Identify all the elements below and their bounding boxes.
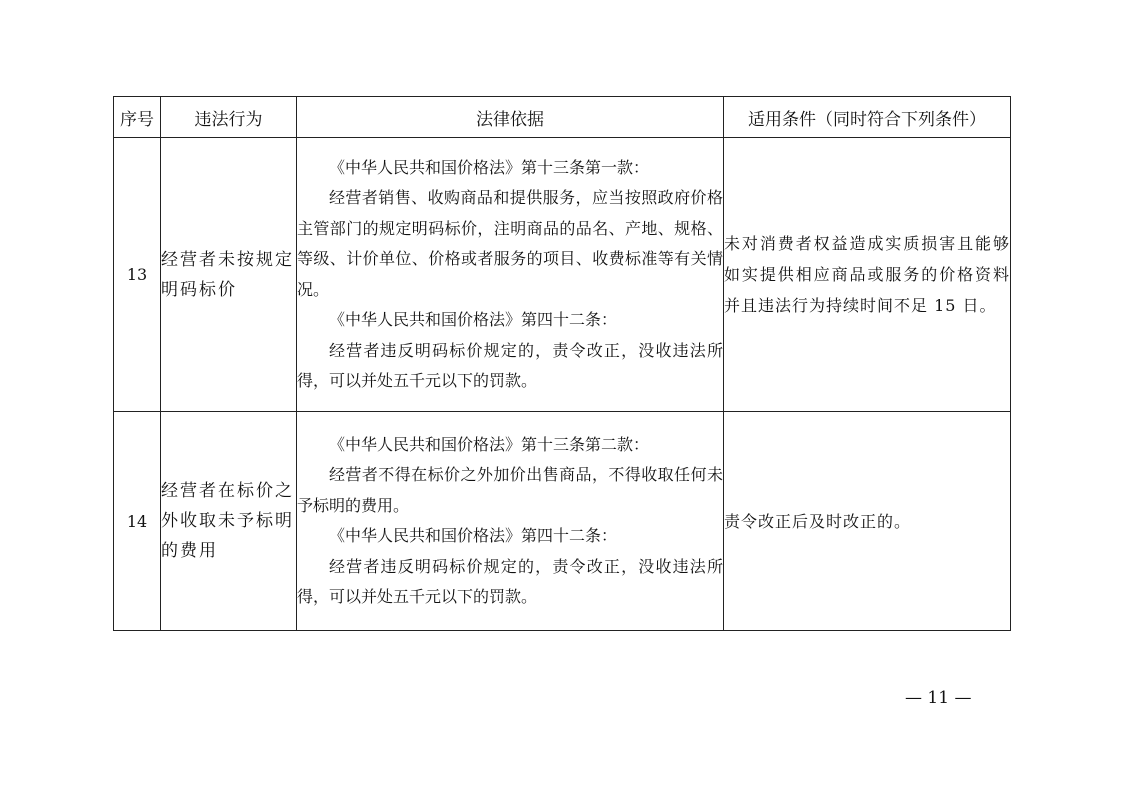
row-number: 14 xyxy=(114,412,161,631)
header-legal-basis: 法律依据 xyxy=(297,97,724,138)
legal-basis-paragraph: 经营者违反明码标价规定的，责令改正，没收违法所得，可以并处五千元以下的罚款。 xyxy=(297,556,723,606)
legal-basis-cell xyxy=(297,412,724,631)
table-row xyxy=(114,138,1011,412)
header-no: 序号 xyxy=(114,97,161,138)
legal-basis-paragraph: 《中华人民共和国价格法》第十三条第一款： xyxy=(329,157,650,177)
table-row xyxy=(114,412,1011,631)
legal-basis-paragraph: 《中华人民共和国价格法》第四十二条： xyxy=(329,310,618,329)
legal-basis-paragraph: 《中华人民共和国价格法》第十三条第二款： xyxy=(329,434,650,454)
legal-basis-paragraph: 经营者不得在标价之外加价出售商品，不得收取任何未予标明的费用。 xyxy=(297,465,723,515)
legal-basis-paragraph: 经营者违反明码标价规定的，责令改正，没收违法所得，可以并处五千元以下的罚款。 xyxy=(297,340,723,390)
legal-basis-paragraph: 经营者销售、收购商品和提供服务，应当按照政府价格主管部门的规定明码标价，注明商品的品名、产地、规格、等级、计价单位、价格或者服务的项目、收费标准等有关情况。 xyxy=(297,188,723,299)
conditions-text: 责令改正后及时改正的。 xyxy=(724,511,912,531)
conditions-cell xyxy=(724,412,1011,631)
legal-basis-cell xyxy=(297,138,724,412)
violation-text: 经营者未按规定明码标价 xyxy=(161,138,297,412)
page-number: — 11 — xyxy=(905,688,972,708)
header-violation: 违法行为 xyxy=(161,97,297,138)
header-conditions: 适用条件（同时符合下列条件） xyxy=(724,97,1011,138)
violation-text: 经营者在标价之外收取未予标明的费用 xyxy=(161,412,297,631)
conditions-text: 未对消费者权益造成实质损害且能够如实提供相应商品或服务的价格资料并且违法行为持续时间不足 15 日。 xyxy=(724,234,1010,315)
law-table xyxy=(113,96,1011,631)
table-header-row xyxy=(114,97,1011,138)
legal-basis-paragraph: 《中华人民共和国价格法》第四十二条： xyxy=(329,526,618,545)
conditions-cell xyxy=(724,138,1011,412)
row-number: 13 xyxy=(114,138,161,412)
